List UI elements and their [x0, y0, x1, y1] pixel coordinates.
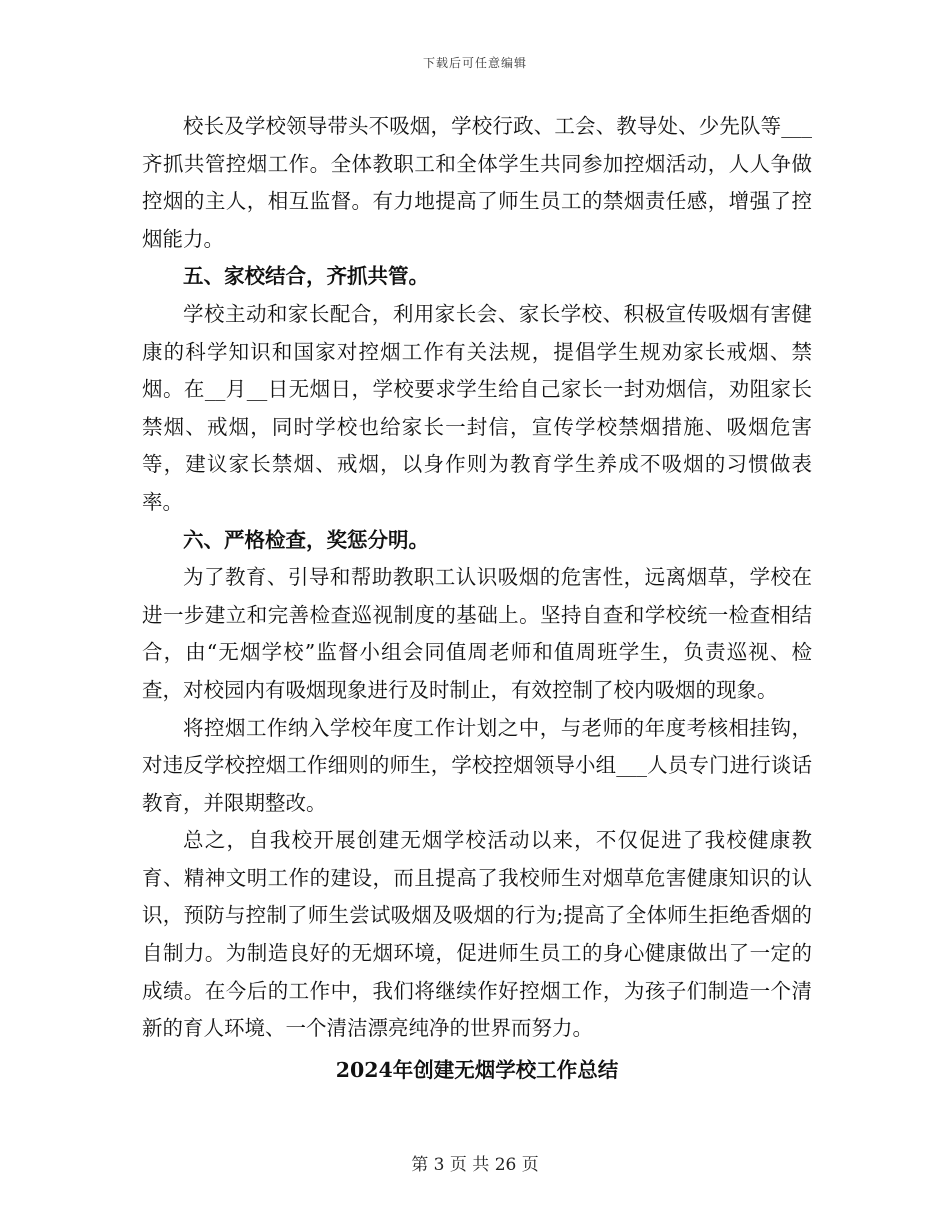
document-title: 2024年创建无烟学校工作总结 — [335, 1057, 619, 1082]
paragraph-inspection: 为了教育、引导和帮助教职工认识吸烟的危害性，远离烟草，学校在进一步建立和完善检查巡视制度的基础上。坚持自查和学校统一检查相结合，由“无烟学校”监督小组会同值周老师和值周班学生，负责巡视、检查，对校园内有吸烟现象进行及时制止，有效控制了校内吸烟的现象。 — [142, 565, 812, 702]
header-note: 下载后可任意编辑 — [422, 56, 527, 70]
paragraph-assessment: 将控烟工作纳入学校年度工作计划之中，与老师的年度考核相挂钩，对违反学校控烟工作细则的师生，学校控烟领导小组___人员专门进行谈话教育，并限期整改。 — [142, 715, 812, 815]
document-body — [142, 108, 812, 1089]
paragraph-home-school: 学校主动和家长配合，利用家长会、家长学校、积极宣传吸烟有害健康的科学知识和国家对控烟工作有关法规，提倡学生规劝家长戒烟、禁烟。在__月__日无烟日，学校要求学生给自己家长一封劝烟信，劝阻家长禁烟、戒烟，同时学校也给家长一封信，宣传学校禁烟措施、吸烟危害等，建议家长禁烟、戒烟，以身作则为教育学生养成不吸烟的习惯做表率。 — [142, 301, 812, 514]
page-footer: 第 3 页 共 26 页 — [411, 1155, 539, 1175]
paragraph-leadership: 校长及学校领导带头不吸烟，学校行政、工会、教导处、少先队等___齐抓共管控烟工作。全体教职工和全体学生共同参加控烟活动，人人争做控烟的主人，相互监督。有力地提高了师生员工的禁烟责任感，增强了控烟能力。 — [142, 114, 812, 251]
section-heading-6: 六、严格检查，奖惩分明。 — [183, 527, 429, 552]
paragraph-summary: 总之，自我校开展创建无烟学校活动以来，不仅促进了我校健康教育、精神文明工作的建设，而且提高了我校师生对烟草危害健康知识的认识，预防与控制了师生尝试吸烟及吸烟的行为;提高了全体师生拒绝香烟的自制力。为制造良好的无烟环境，促进师生员工的身心健康做出了一定的成绩。在今后的工作中，我们将继续作好控烟工作，为孩子们制造一个清新的育人环境、一个清洁漂亮纯净的世界而努力。 — [142, 828, 812, 1041]
section-heading-5: 五、家校结合，齐抓共管。 — [183, 264, 429, 289]
